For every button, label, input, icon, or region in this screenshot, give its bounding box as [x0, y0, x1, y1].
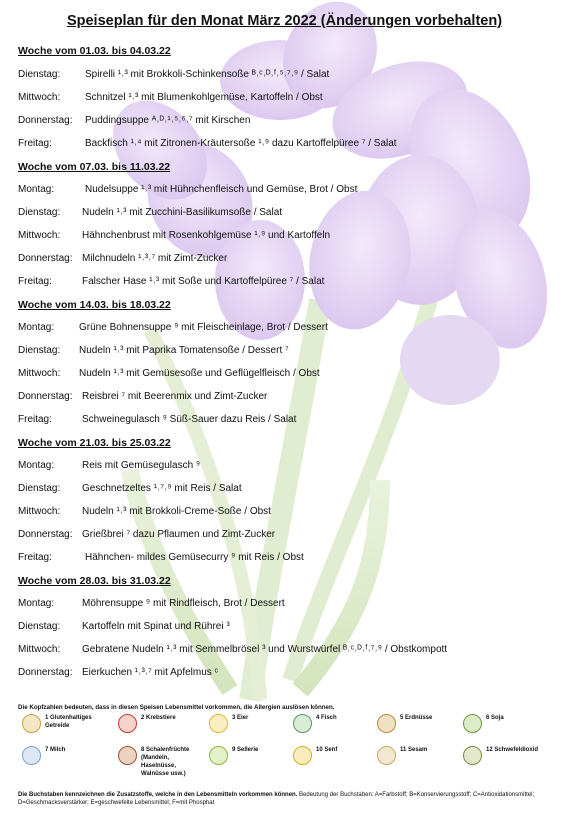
dish-text: Milchnudeln ¹˒³˒⁷ mit Zimt-Zucker — [82, 253, 228, 264]
allergen-label: 8 Schalenfrüchte (Mandeln, Haselnüsse, Walnüsse usw.) — [141, 747, 190, 777]
dish-text: Hähnchen- mildes Gemüsecurry ⁹ mit Reis / Obst — [85, 552, 304, 563]
dish-text: Hähnchenbrust mit Rosenkohlgemüse ¹˒⁹ und Kartoffeln — [82, 230, 331, 241]
allergen-label: 1 Glutenhaltiges Getreide — [45, 715, 92, 729]
week-header: Woche vom 28.03. bis 31.03.22 — [18, 575, 171, 587]
allergen-label: 4 Fisch — [316, 715, 337, 721]
allergen-label: 3 Eier — [232, 715, 249, 721]
day-label: Donnerstag: — [18, 253, 73, 264]
allergen-label: 9 Sellerie — [232, 747, 259, 753]
dish-text: Spirelli ¹˒³ mit Brokkoli-Schinkensoße ᴮ˒ᶜ˒ᴰ˒ᶠ˒⁵˒⁷˒⁹ / Salat — [85, 69, 330, 80]
day-label: Mittwoch: — [18, 368, 61, 379]
dish-text: Eierkuchen ¹˒³˒⁷ mit Apfelmus ᶜ — [82, 667, 219, 678]
dish-text: Reis mit Gemüsegulasch ⁹ — [82, 460, 201, 471]
footnote-text: Bedeutung der Buchstaben: A=Farbstoff; B=Konservierungsstoff; C=Antioxidationsmittel; D=Geschmacksverstärker; E=geschwefelte Lebensmittel; F=mit Phosphat — [18, 792, 535, 806]
dish-text: Nudeln ¹˒³ mit Gemüsesoße und Geflügelfleisch / Obst — [79, 368, 320, 379]
dish-text: Schnitzel ¹˒³ mit Blumenkohlgemüse, Kartoffeln / Obst — [85, 92, 323, 103]
day-label: Dienstag: — [18, 345, 61, 356]
day-label: Mittwoch: — [18, 644, 61, 655]
day-label: Montag: — [18, 460, 55, 471]
egg-icon — [209, 714, 228, 733]
allergen-label: 7 Milch — [45, 747, 66, 753]
dish-text: Nudeln ¹˒³ mit Brokkoli-Creme-Soße / Obst — [82, 506, 271, 517]
day-label: Donnerstag: — [18, 391, 73, 402]
day-label: Mittwoch: — [18, 92, 61, 103]
week-header: Woche vom 21.03. bis 25.03.22 — [18, 437, 171, 449]
dish-text: Reisbrei ⁷ mit Beerenmix und Zimt-Zucker — [82, 391, 268, 402]
day-label: Mittwoch: — [18, 230, 61, 241]
allergen-label: 6 Soja — [486, 715, 504, 721]
sesame-icon — [377, 746, 396, 765]
week-header: Woche vom 01.03. bis 04.03.22 — [18, 45, 171, 57]
celery-icon — [209, 746, 228, 765]
soy-icon — [463, 714, 482, 733]
dish-text: Nudelsuppe ¹˒³ mit Hühnchenfleisch und Gemüse, Brot / Obst — [85, 184, 358, 195]
day-label: Dienstag: — [18, 69, 61, 80]
nut-icon — [118, 746, 137, 765]
day-label: Dienstag: — [18, 483, 61, 494]
dish-text: Möhrensuppe ⁹ mit Rindfleisch, Brot / Dessert — [82, 598, 285, 609]
additives-footnote — [18, 791, 553, 807]
day-label: Freitag: — [18, 552, 52, 563]
dish-text: Geschnetzeltes ¹˒⁷˒⁹ mit Reis / Salat — [82, 483, 242, 494]
dish-text: Nudeln ¹˒³ mit Zucchini-Basilikumsoße / Salat — [82, 207, 283, 218]
week-header: Woche vom 14.03. bis 18.03.22 — [18, 299, 171, 311]
page-title: Speiseplan für den Monat März 2022 (Änderungen vorbehalten) — [66, 13, 503, 29]
day-label: Montag: — [18, 598, 55, 609]
dish-text: Gebratene Nudeln ¹˒³ mit Semmelbrösel ³ und Wurstwürfel ᴮ˒ᶜ˒ᴰ˒ᶠ˒⁷˒⁹ / Obstkompott — [82, 644, 448, 655]
sulfur-icon — [463, 746, 482, 765]
day-label: Montag: — [18, 322, 55, 333]
allergen-label: 12 Schwefeldioxid — [486, 747, 539, 753]
footnote-lead: Die Buchstaben kennzeichnen die Zusatzstoffe, welche in den Lebensmitteln vorkommen können. — [18, 792, 298, 798]
dish-text: Grießbrei ⁷ dazu Pflaumen und Zimt-Zucker — [82, 529, 276, 540]
day-label: Mittwoch: — [18, 506, 61, 517]
fish-icon — [293, 714, 312, 733]
day-label: Freitag: — [18, 138, 52, 149]
day-label: Donnerstag: — [18, 529, 73, 540]
allergen-label: 5 Erdnüsse — [400, 715, 433, 721]
mustard-icon — [293, 746, 312, 765]
week-header: Woche vom 07.03. bis 11.03.22 — [18, 161, 171, 173]
milk-icon — [22, 746, 41, 765]
day-label: Montag: — [18, 184, 55, 195]
dish-text: Schweinegulasch ⁹ Süß-Sauer dazu Reis / Salat — [82, 414, 297, 425]
allergen-legend-intro: Die Kopfzahlen bedeuten, dass in diesen Speisen Lebensmittel vorkommen, die Allergien auslösen können. — [18, 704, 335, 711]
day-label: Freitag: — [18, 414, 52, 425]
dish-text: Nudeln ¹˒³ mit Paprika Tomatensoße / Dessert ⁷ — [79, 345, 289, 356]
day-label: Freitag: — [18, 276, 52, 287]
dish-text: Backfisch ¹˒⁴ mit Zitronen-Kräutersoße ¹˒⁹ dazu Kartoffelpüree ⁷ / Salat — [85, 138, 397, 149]
dish-text: Puddingsuppe ᴬ˒ᴰ˒¹˒⁵˒⁶˒⁷ mit Kirschen — [85, 115, 251, 126]
grain-icon — [22, 714, 41, 733]
day-label: Donnerstag: — [18, 115, 73, 126]
day-label: Donnerstag: — [18, 667, 73, 678]
dish-text: Falscher Hase ¹˒³ mit Soße und Kartoffelpüree ⁷ / Salat — [82, 276, 325, 287]
crab-icon — [118, 714, 137, 733]
allergen-label: 11 Sesam — [400, 747, 428, 753]
peanut-icon — [377, 714, 396, 733]
dish-text: Kartoffeln mit Spinat und Rührei ³ — [82, 621, 230, 632]
allergen-label: 10 Senf — [316, 747, 338, 753]
dish-text: Grüne Bohnensuppe ⁹ mit Fleischeinlage, Brot / Dessert — [79, 322, 328, 333]
day-label: Dienstag: — [18, 621, 61, 632]
allergen-label: 2 Krebstiere — [141, 715, 176, 721]
day-label: Dienstag: — [18, 207, 61, 218]
